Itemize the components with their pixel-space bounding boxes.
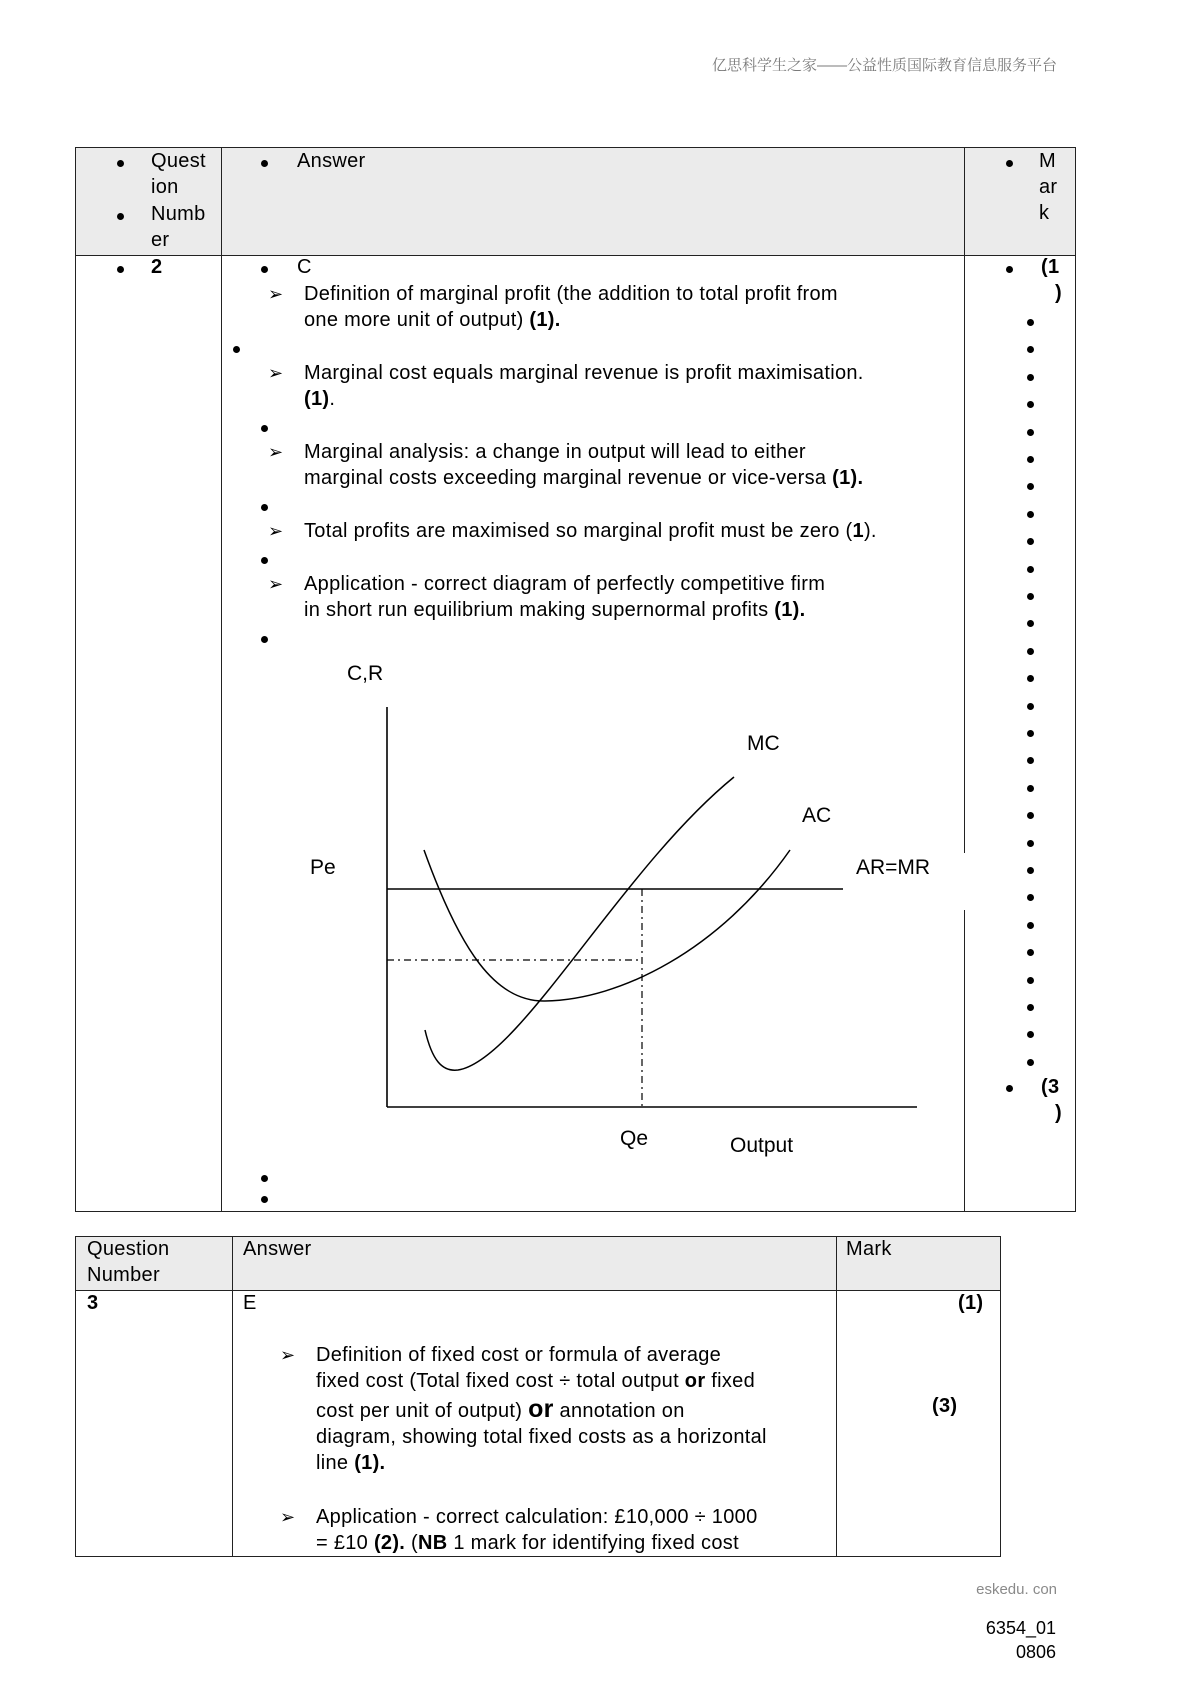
bullet-dot [1027, 538, 1034, 545]
bullet-dot [1027, 511, 1034, 518]
answer-point-4: Total profits are maximised so marginal profit must be zero (1). [304, 520, 877, 542]
footer-code-2: 0806 [1015, 1642, 1056, 1662]
arrow-bullet-icon: ➢ [268, 574, 284, 594]
question-number-header: Question [87, 1238, 170, 1260]
bullet-dot [1027, 429, 1034, 436]
answer-key: E [243, 1292, 257, 1314]
bullet-dot [1027, 675, 1034, 682]
pe-label: Pe [310, 856, 336, 879]
mark-header: Mark [846, 1238, 892, 1260]
footer-site-text: eskedu. con [976, 1581, 1057, 1598]
bullet-dot [1027, 757, 1034, 764]
question-number-header-4: er [151, 229, 170, 251]
arrow-bullet-icon: ➢ [280, 1345, 296, 1365]
bullet-dot [1027, 483, 1034, 490]
answer-point-1-line-2: fixed cost (Total fixed cost ÷ total output or fixed [316, 1370, 756, 1392]
arrow-bullet-icon: ➢ [268, 521, 284, 541]
answer-point-3: Marginal analysis: a change in output will lead to either [304, 441, 806, 463]
mark-header-2: ar [1039, 176, 1058, 198]
answer-point-2-line-2: = £10 (2). (NB 1 mark for identifying fixed cost [316, 1532, 739, 1554]
bullet-dot [1027, 593, 1034, 600]
answer-point-1: Definition of marginal profit (the addition to total profit from [304, 283, 838, 305]
answer-point-5: Application - correct diagram of perfectly competitive firm [304, 573, 826, 595]
mark-value-1: (1) [958, 1292, 984, 1314]
question-number-header: Quest [151, 150, 206, 172]
bullet-dot [1027, 374, 1034, 381]
answer-point-2: Marginal cost equals marginal revenue is profit maximisation. [304, 362, 864, 384]
mark-value-2-close: ) [1055, 1102, 1062, 1124]
bullet-dot [1027, 840, 1034, 847]
mc-label: MC [747, 732, 780, 755]
bullet-dot [1027, 456, 1034, 463]
bullet-dot [1027, 566, 1034, 573]
mark-value-2: (3) [932, 1395, 958, 1417]
footer-code [986, 1616, 1056, 1664]
answer-point-2: Application - correct calculation: £10,000 ÷ 1000 [316, 1506, 758, 1528]
bullet-dot [1027, 1031, 1034, 1038]
ar-mr-label: AR=MR [856, 856, 931, 879]
bullet-dot [1027, 703, 1034, 710]
bullet-dot [1027, 401, 1034, 408]
question-number-header-2: Number [87, 1264, 160, 1286]
bullet-dot [1027, 977, 1034, 984]
answer-key: C [297, 256, 312, 278]
bullet-dot [1027, 812, 1034, 819]
answer-point-1-line-3: cost per unit of output) or annotation on [316, 1395, 685, 1423]
bullet-dot [1027, 894, 1034, 901]
arrow-bullet-icon: ➢ [268, 442, 284, 462]
answer-header: Answer [297, 150, 366, 172]
header-site-text: 亿思科学生之家——公益性质国际教育信息服务平台 [711, 57, 1057, 74]
mark-value-1: (1 [1041, 256, 1060, 278]
arrow-bullet-icon: ➢ [268, 363, 284, 383]
answer-point-2-line-2: (1). [304, 388, 336, 410]
question-number: 2 [151, 256, 163, 278]
mark-value-2: (3 [1041, 1076, 1060, 1098]
answer-point-1-line-4: diagram, showing total fixed costs as a horizontal [316, 1426, 767, 1448]
mark-header-3: k [1039, 202, 1050, 224]
ac-curve [424, 850, 790, 1001]
arrow-bullet-icon: ➢ [268, 284, 284, 304]
bullet-dot [1027, 1059, 1034, 1066]
bullet-dot [1027, 949, 1034, 956]
answer-point-1: Definition of fixed cost or formula of average [316, 1344, 722, 1366]
answer-point-1-line-2: one more unit of output) (1). [304, 309, 561, 331]
bullet-dot [1027, 867, 1034, 874]
mc-curve [425, 777, 734, 1070]
answer-point-5-line-2: in short run equilibrium making supernormal profits (1). [304, 599, 806, 621]
bullet-dot [1027, 620, 1034, 627]
arrow-bullet-icon: ➢ [280, 1507, 296, 1527]
answer-point-1-line-5: line (1). [316, 1452, 386, 1474]
bullet-dot [1027, 922, 1034, 929]
bullet-dot [1027, 1004, 1034, 1011]
mark-value-1-close: ) [1055, 282, 1062, 304]
bullet-dot [1027, 346, 1034, 353]
qe-label: Qe [620, 1127, 649, 1150]
answer-point-3-line-2: marginal costs exceeding marginal revenue or vice-versa (1). [304, 467, 864, 489]
question-number-header-2: ion [151, 176, 179, 198]
question-number: 3 [87, 1292, 99, 1314]
bullet-dot [1027, 730, 1034, 737]
answer-header: Answer [243, 1238, 312, 1260]
y-axis-label: C,R [347, 662, 384, 685]
cost-revenue-diagram [290, 650, 940, 1170]
bullet-dot [1027, 319, 1034, 326]
bullet-dot [1027, 785, 1034, 792]
ac-label: AC [802, 804, 832, 827]
bullet-dot [1027, 648, 1034, 655]
question-number-header-3: Numb [151, 203, 206, 225]
footer-code-1: 6354_01 [985, 1618, 1056, 1638]
x-axis-label: Output [730, 1134, 794, 1157]
mark-header: M [1039, 150, 1056, 172]
header-row [76, 148, 1075, 255]
